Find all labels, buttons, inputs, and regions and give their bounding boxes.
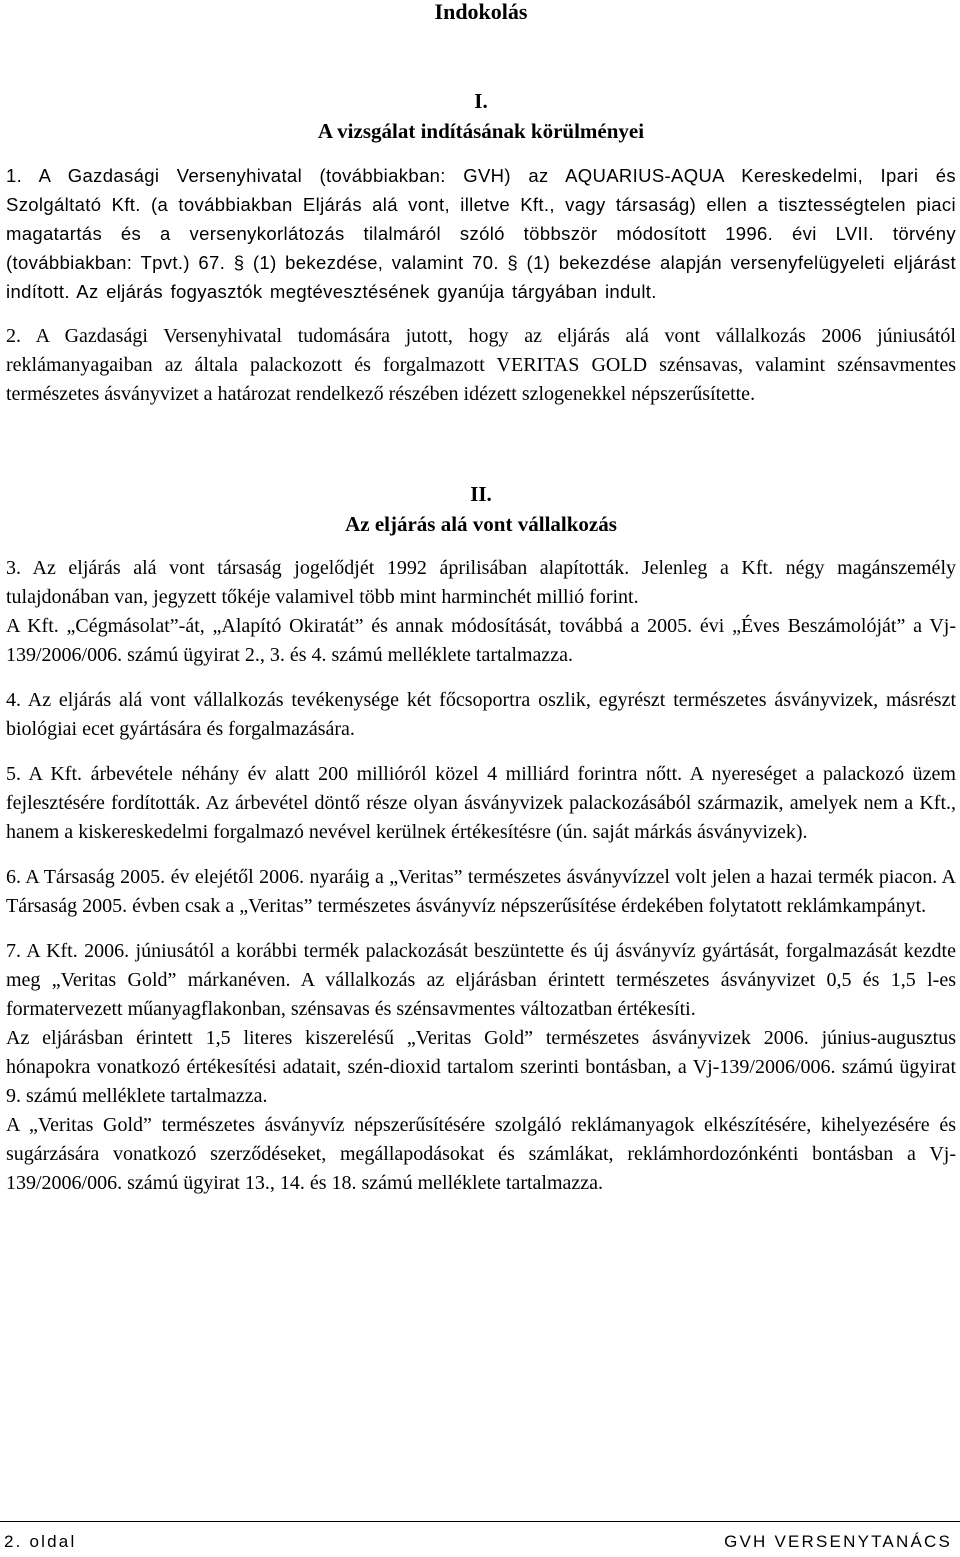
- paragraph-2: 2. A Gazdasági Versenyhivatal tudomására jutott, hogy az eljárás alá vont vállalkozás 2006 júniusától reklámanyagaiban az általa palackozott és forgalmazott VERITAS GOLD szénsavas, valamint szénsavmentes természetes ásványvizet a határozat rendelkező részében idézett szlogenekkel népszerűsítette.: [6, 325, 956, 405]
- paragraph-3: 3. Az eljárás alá vont társaság jogelődjét 1992 áprilisában alapították. Jelenleg a Kft. négy magánszemély tulajdonában van, jegyzett tőkéje valamivel több mint harminchét millió forint.: [6, 557, 956, 608]
- document-title: Indokolás: [434, 0, 528, 24]
- spacer: [6, 146, 956, 161]
- spacer: [6, 539, 956, 554]
- paragraph-7-contracts: A „Veritas Gold” természetes ásványvíz népszerűsítésére szolgáló reklámanyagok elkészítésére, kihelyezésére és sugárzására vonatkozó szerződéseket, megállapodásokat és számlákat, reklámhordozónkénti bontásban a Vj-139/2006/006. számú ügyirat 13., 14. és 18. számú melléklete tartalmazza.: [6, 1114, 956, 1194]
- paragraph-6: 6. A Társaság 2005. év elejétől 2006. nyaráig a „Veritas” természetes ásványvízzel volt jelen a hazai termék piacon. A Társaság 2005. évben csak a „Veritas” természetes ásványvíz népszerűsítése érdekében folytatott reklámkampányt.: [6, 866, 956, 917]
- paragraph-7: 7. A Kft. 2006. júniusától a korábbi termék palackozását beszüntette és új ásványvíz gyártását, forgalmazását kezdte meg „Veritas Gold” márkanéven. A vállalkozás az eljárásban érintett természetes ásványvizet 0,5 és 1,5 l-es formatervezett műanyagflakonban, szénsavas és szénsavmentes változatban értékesíti.: [6, 940, 956, 1020]
- paragraph-7-sales-data: Az eljárásban érintett 1,5 literes kiszerelésű „Veritas Gold” természetes ásványvizek 2006. június-augusztus hónapokra vonatkozó értékesítési adatait, szén-dioxid tartalom szerinti bontásban, a Vj-139/2006/006. számú ügyirat 9. számú melléklete tartalmazza.: [6, 1027, 956, 1107]
- document-page: [6, 0, 956, 1198]
- section-2-number: II.: [470, 482, 492, 506]
- section-2-title: Az eljárás alá vont vállalkozás: [345, 512, 617, 536]
- spacer: [6, 847, 956, 863]
- spacer: [6, 744, 956, 760]
- spacer: [6, 921, 956, 937]
- footer-organization: GVH VERSENYTANÁCS: [724, 1532, 952, 1551]
- spacer: [6, 24, 956, 86]
- section-1-number: I.: [474, 89, 488, 113]
- paragraph-1: 1. A Gazdasági Versenyhivatal (továbbiakban: GVH) az AQUARIUS-AQUA Kereskedelmi, Ipari és Szolgáltató Kft. (a továbbiakban Eljárás alá vont, illetve Kft., vagy társaság) ellen a tisztességtelen piaci magatartás és a versenykorlátozás tilalmáról szóló többször módosított 1996. évi LVII. törvény (továbbiakban: Tpvt.) 67. § (1) bekezdése, valamint 70. § (1) bekezdése alapján versenyfelügyeleti eljárást indított. Az eljárás fogyasztók megtévesztésének gyanúja tárgyában indult.: [6, 165, 956, 302]
- footer-divider: [0, 1521, 960, 1522]
- page-number: 2. oldal: [4, 1532, 77, 1551]
- spacer: [6, 670, 956, 686]
- paragraph-3-attachments: A Kft. „Cégmásolat”-át, „Alapító Okiratát” és annak módosítását, továbbá a 2005. évi „Éves Beszámolóját” a Vj-139/2006/006. számú ügyirat 2., 3. és 4. számú melléklete tartalmazza.: [6, 615, 956, 666]
- spacer: [6, 409, 956, 479]
- spacer: [6, 306, 956, 322]
- paragraph-5: 5. A Kft. árbevétele néhány év alatt 200 millióról közel 4 milliárd forintra nőtt. A nyereséget a palackozó üzem fejlesztésére fordították. Az árbevétel döntő része olyan ásványvizek palackozásából származik, amelyek nem a Kft., hanem a kiskereskedelmi forgalmazó nevével kerülnek értékesítésre (ún. saját márkás ásványvizek).: [6, 763, 956, 843]
- section-1-title: A vizsgálat indításának körülményei: [317, 119, 645, 143]
- paragraph-4: 4. Az eljárás alá vont vállalkozás tevékenysége két főcsoportra oszlik, egyrészt természetes ásványvizek, másrészt biológiai ecet gyártására és forgalmazására.: [6, 689, 956, 740]
